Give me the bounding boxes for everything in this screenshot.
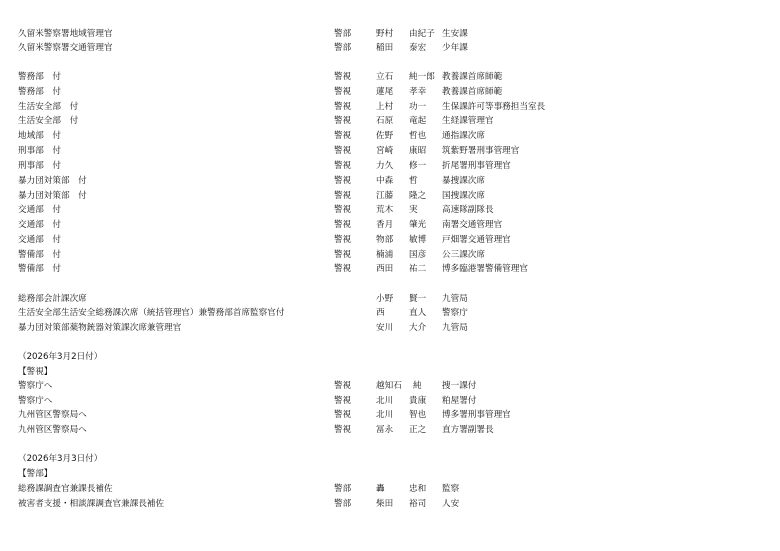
section-rank-heading: 【警部】 [18,469,53,479]
post-cell: 総務部会計課次席 [18,294,87,304]
previous-post-cell: 捜一課付 [442,381,477,391]
family-name-cell: 野村 [376,29,394,39]
personnel-row [0,379,780,393]
given-name-cell: 直人 [409,308,427,318]
post-cell: 警察庁へ [18,396,53,406]
rank-cell: 警視 [334,191,352,201]
personnel-row [0,497,780,511]
post-cell: 刑事部 付 [18,146,61,156]
personnel-row [0,27,780,41]
rank-cell: 警部 [334,499,352,509]
section-date-heading: （2026年3月3日付） [18,454,103,464]
personnel-row [0,292,780,306]
family-name-cell: 西田 [376,264,394,274]
family-name-cell: 稲田 [376,43,394,53]
family-name-cell: 物部 [376,235,394,245]
given-name-cell: 純 [413,381,422,391]
personnel-row [0,306,780,320]
post-cell: 警務部 付 [18,72,61,82]
previous-post-cell: 生保課許可等事務担当室長 [442,102,546,112]
rank-cell: 警視 [334,72,352,82]
post-cell: 地域部 付 [18,131,61,141]
personnel-row [0,114,780,128]
post-cell: 警備部 付 [18,250,61,260]
personnel-row [0,321,780,335]
previous-post-cell: 粕屋署付 [442,396,477,406]
family-name-cell: 中森 [376,176,394,186]
family-name-cell: 立石 [376,72,394,82]
family-name-cell: 香月 [376,220,394,230]
rank-cell: 警視 [334,264,352,274]
given-name-cell: 智也 [409,410,427,420]
personnel-row [0,482,780,496]
post-cell: 久留米警察署地域管理官 [18,29,113,39]
previous-post-cell: 暴捜課次席 [442,176,485,186]
rank-cell: 警部 [334,29,352,39]
personnel-row [0,189,780,203]
personnel-row [0,394,780,408]
post-cell: 交通部 付 [18,220,61,230]
post-cell: 交通部 付 [18,235,61,245]
rank-cell: 警視 [334,102,352,112]
family-name-cell: 西 [376,308,385,318]
previous-post-cell: 九管局 [442,294,468,304]
previous-post-cell: 人安 [442,499,460,509]
post-cell: 刑事部 付 [18,161,61,171]
post-cell: 交通部 付 [18,205,61,215]
given-name-cell: 祐二 [409,264,427,274]
personnel-row [0,262,780,276]
personnel-row [0,203,780,217]
given-name-cell: 正之 [409,425,427,435]
given-name-cell: 大介 [409,323,427,333]
post-cell: 警察庁へ [18,381,53,391]
rank-cell: 警視 [334,410,352,420]
rank-cell: 警視 [334,131,352,141]
given-name-cell: 修一 [409,161,427,171]
section-rank-heading: 【警視】 [18,367,53,377]
family-name-cell: 江藤 [376,191,394,201]
section-date-heading: （2026年3月2日付） [18,352,103,362]
family-name-cell: 冨永 [376,425,394,435]
family-name-cell: 石原 [376,116,394,126]
personnel-row [0,144,780,158]
post-cell: 暴力団対策部 付 [18,191,87,201]
personnel-row [0,174,780,188]
rank-cell: 警視 [334,381,352,391]
rank-cell: 警視 [334,116,352,126]
previous-post-cell: 九管局 [442,323,468,333]
previous-post-cell: 監察 [442,484,460,494]
personnel-row [0,248,780,262]
rank-cell: 警部 [334,484,352,494]
family-name-cell: 宮崎 [376,146,394,156]
given-name-cell: 泰宏 [409,43,427,53]
previous-post-cell: 生経課管理官 [442,116,494,126]
family-name-cell: 楠浦 [376,250,394,260]
rank-cell: 警視 [334,425,352,435]
previous-post-cell: 戸畑署交通管理官 [442,235,511,245]
post-cell: 生活安全部生活安全総務課次席（統括管理官）兼警務部首席監察官付 [18,308,285,318]
post-cell: 久留米警察署交通管理官 [18,43,113,53]
rank-cell: 警視 [334,396,352,406]
rank-cell: 警視 [334,220,352,230]
personnel-row [0,85,780,99]
personnel-row [0,41,780,55]
previous-post-cell: 筑紫野署刑事管理官 [442,146,520,156]
rank-cell: 警視 [334,205,352,215]
previous-post-cell: 警察庁 [442,308,468,318]
given-name-cell: 功一 [409,102,427,112]
post-cell: 生活安全部 付 [18,102,79,112]
family-name-cell: 轟 [376,484,385,494]
previous-post-cell: 教養課首席師範 [442,72,503,82]
given-name-cell: 竜起 [409,116,427,126]
previous-post-cell: 博多署刑事管理官 [442,410,511,420]
rank-cell: 警視 [334,87,352,97]
family-name-cell: 荒木 [376,205,394,215]
post-cell: 九州管区警察局へ [18,410,87,420]
family-name-cell: 蓮尾 [376,87,394,97]
previous-post-cell: 公三課次席 [442,250,485,260]
previous-post-cell: 国捜課次席 [442,191,485,201]
previous-post-cell: 博多臨港署警備管理官 [442,264,528,274]
personnel-row [0,233,780,247]
family-name-cell: 小野 [376,294,394,304]
given-name-cell: 純一郎 [409,72,435,82]
given-name-cell: 敏博 [409,235,427,245]
previous-post-cell: 高速隊副隊長 [442,205,494,215]
rank-cell: 警視 [334,161,352,171]
given-name-cell: 康昭 [409,146,427,156]
family-name-cell: 北川 [376,396,394,406]
personnel-row [0,218,780,232]
personnel-row [0,159,780,173]
given-name-cell: 裕司 [409,499,427,509]
previous-post-cell: 折尾署刑事管理官 [442,161,511,171]
previous-post-cell: 生安課 [442,29,468,39]
rank-cell: 警部 [334,43,352,53]
post-cell: 暴力団対策部 付 [18,176,87,186]
given-name-cell: 賢一 [409,294,427,304]
given-name-cell: 由紀子 [409,29,435,39]
family-name-cell: 柴田 [376,499,394,509]
previous-post-cell: 教養課首席師範 [442,87,503,97]
previous-post-cell: 少年課 [442,43,468,53]
previous-post-cell: 直方署副署長 [442,425,494,435]
rank-cell: 警視 [334,235,352,245]
personnel-row [0,423,780,437]
given-name-cell: 哲 [409,176,418,186]
family-name-cell: 北川 [376,410,394,420]
given-name-cell: 国彦 [409,250,427,260]
given-name-cell: 隆之 [409,191,427,201]
personnel-row [0,129,780,143]
post-cell: 生活安全部 付 [18,116,79,126]
post-cell: 警備部 付 [18,264,61,274]
family-name-cell: 上村 [376,102,394,112]
given-name-cell: 実 [409,205,418,215]
given-name-cell: 哲也 [409,131,427,141]
personnel-row [0,100,780,114]
post-cell: 暴力団対策部薬物銃器対策課次席兼管理官 [18,323,182,333]
post-cell: 警務部 付 [18,87,61,97]
post-cell: 九州管区警察局へ [18,425,87,435]
rank-cell: 警視 [334,250,352,260]
family-name-cell: 安川 [376,323,394,333]
rank-cell: 警視 [334,146,352,156]
post-cell: 被害者支援・相談課調査官兼課長補佐 [18,499,165,509]
family-name-cell: 力久 [376,161,394,171]
rank-cell: 警視 [334,176,352,186]
family-name-cell: 越知石 [376,381,402,391]
family-name-cell: 佐野 [376,131,394,141]
post-cell: 総務課調査官兼課長補佐 [18,484,113,494]
given-name-cell: 貴康 [409,396,427,406]
given-name-cell: 孝幸 [409,87,427,97]
given-name-cell: 肇光 [409,220,427,230]
personnel-row [0,70,780,84]
previous-post-cell: 通指課次席 [442,131,485,141]
previous-post-cell: 南署交通管理官 [442,220,503,230]
given-name-cell: 忠和 [409,484,427,494]
personnel-row [0,408,780,422]
